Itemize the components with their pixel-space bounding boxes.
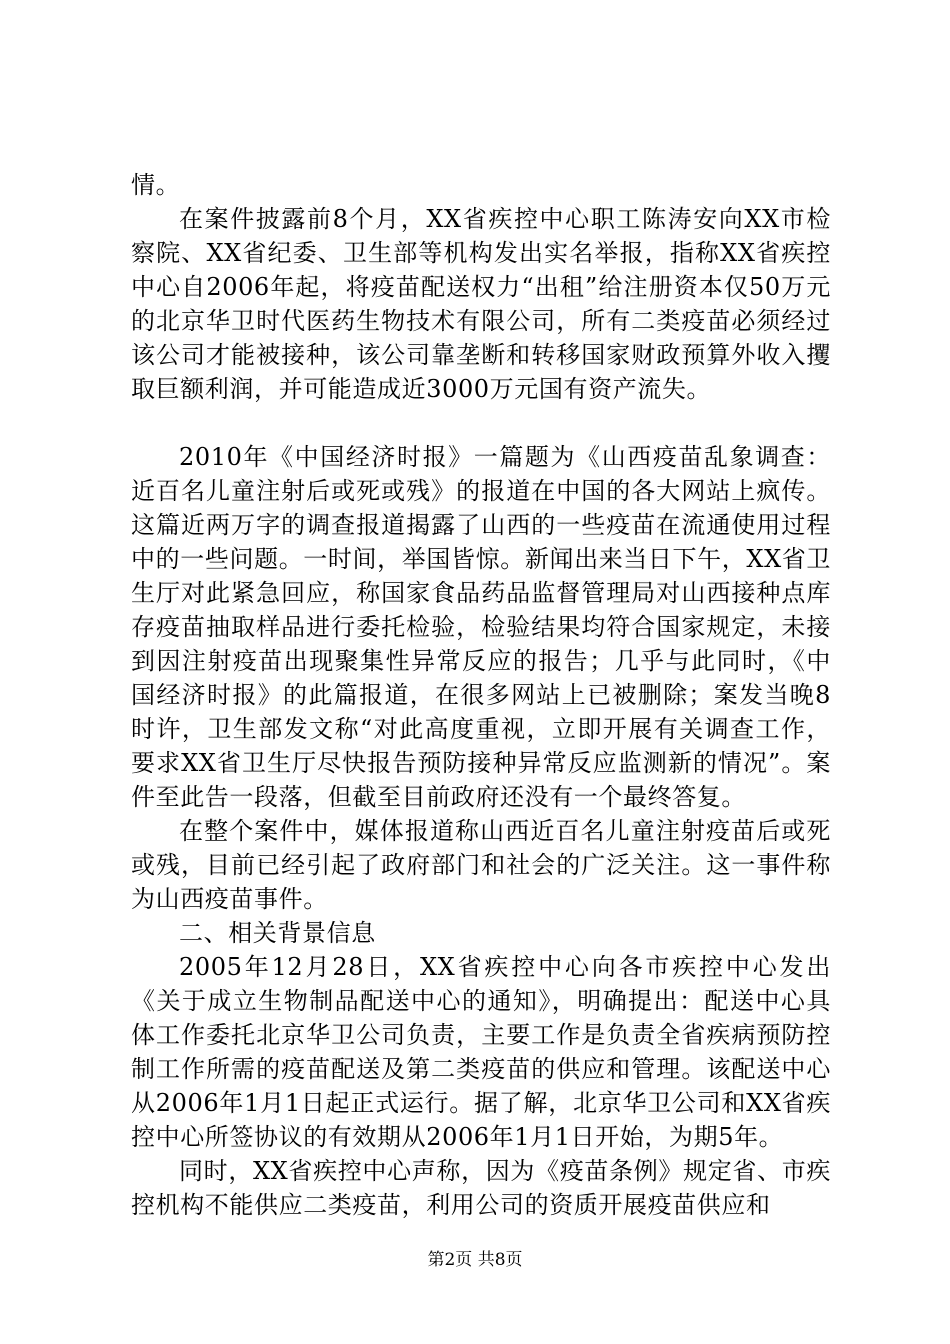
section-heading: 二、相关背景信息 (179, 919, 376, 947)
paragraph-continuation: 情。 (131, 171, 181, 199)
page-footer: 第2页 共8页 (427, 1250, 523, 1270)
paragraph-news: 2010年《中国经济时报》一篇题为《山西疫苗乱象调查：近百名儿童注射后或死或残》的报道在中国的各大网站上疯传。这篇近两万字的调查报道揭露了山西的一些疫苗在流通使用过程中的一些问题。一时间，举国皆惊。新闻出来当日下午，XX省卫生厅对此紧急回应，称国家食品药品监督管理局对山西接种点库存疫苗抽取样品进行委托检验，检验结果均符合国家规定，未接到因注射疫苗出现聚集性异常反应的报告；几乎与此同时，《中国经济时报》的此篇报道，在很多网站上已被删除；案发当晚8时许，卫生部发文称“对此高度重视，立即开展有关调查工作，要求XX省卫生厅尽快报告预防接种异常反应监测新的情况”。案件至此告一段落，但截至目前政府还没有一个最终答复。 (131, 443, 831, 811)
paragraph-background: 2005年12月28日，XX省疾控中心向各市疾控中心发出《关于成立生物制品配送中心的通知》，明确提出：配送中心具体工作委托北京华卫公司负责，主要工作是负责全省疾病预防控制工作所需的疫苗配送及第二类疫苗的供应和管理。该配送中心从2006年1月1日起正式运行。据了解，北京华卫公司和XX省疾控中心所签协议的有效期从2006年1月1日开始，为期5年。 (131, 953, 831, 1151)
paragraph-report: 在案件披露前8个月，XX省疾控中心职工陈涛安向XX市检察院、XX省纪委、卫生部等机构发出实名举报，指称XX省疾控中心自2006年起，将疫苗配送权力“出租”给注册资本仅50万元的北京华卫时代医药生物技术有限公司，所有二类疫苗必须经过该公司才能被接种，该公司靠垄断和转移国家财政预算外收入攫取巨额利润，并可能造成近3000万元国有资产流失。 (131, 205, 831, 403)
paragraph-statement: 同时，XX省疾控中心声称，因为《疫苗条例》规定省、市疾控机构不能供应二类疫苗，利用公司的资质开展疫苗供应和 (131, 1157, 831, 1219)
paragraph-gap (131, 406, 831, 440)
paragraph-summary: 在整个案件中，媒体报道称山西近百名儿童注射疫苗后或死或残，目前已经引起了政府部门和社会的广泛关注。这一事件称为山西疫苗事件。 (131, 817, 831, 913)
document-body (131, 168, 831, 1222)
